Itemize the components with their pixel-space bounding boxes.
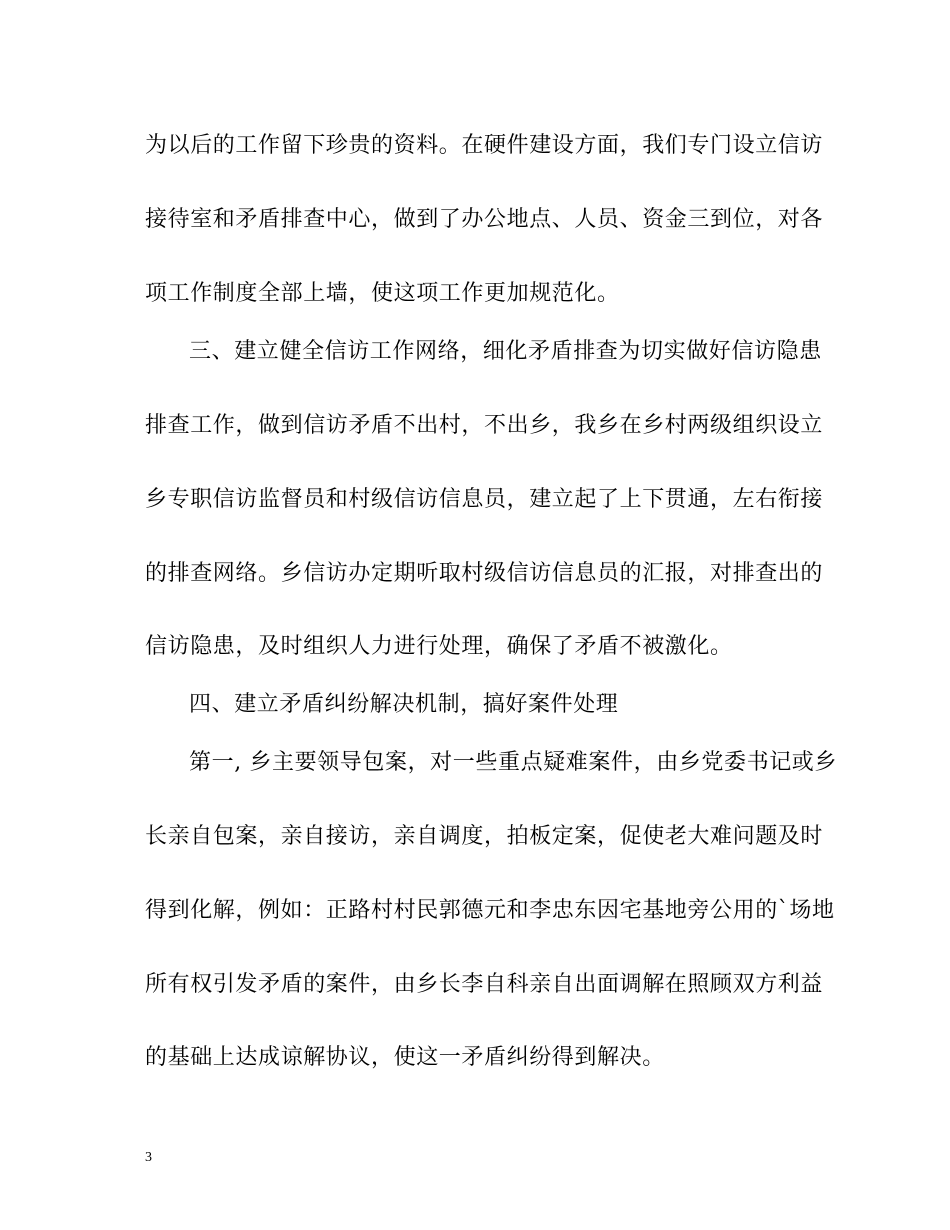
body-text-line: 长亲自包案，亲自接访，亲自调度，拍板定案，促使老大难问题及时 bbox=[145, 824, 824, 849]
page-number: 3 bbox=[145, 1150, 152, 1165]
body-text-line: 乡专职信访监督员和村级信访信息员，建立起了上下贯通，左右衔接 bbox=[145, 487, 824, 512]
body-text-line: 信访隐患，及时组织人力进行处理，确保了矛盾不被激化。 bbox=[145, 634, 733, 659]
body-text-line: 的排查网络。乡信访办定期听取村级信访信息员的汇报，对排查出的 bbox=[145, 561, 824, 586]
body-text-line: 的基础上达成谅解协议，使这一矛盾纠纷得到解决。 bbox=[145, 1045, 665, 1070]
body-text-line: 项工作制度全部上墙，使这项工作更加规范化。 bbox=[145, 281, 620, 306]
body-text-line: 接待室和矛盾排查中心，做到了办公地点、人员、资金三到位，对各 bbox=[145, 207, 824, 232]
body-text-line: 得到化解，例如：正路村村民郭德元和李忠东因宅基地旁公用的`场地 bbox=[145, 898, 835, 923]
body-text-line: 排查工作，做到信访矛盾不出村，不出乡，我乡在乡村两级组织设立 bbox=[145, 413, 824, 438]
body-text-line: 所有权引发矛盾的案件，由乡长李自科亲自出面调解在照顾双方利益 bbox=[145, 972, 824, 997]
paragraph-start-line: 第一, 乡主要领导包案，对一些重点疑难案件，由乡党委书记或乡 bbox=[189, 750, 837, 775]
body-text-line: 为以后的工作留下珍贵的资料。在硬件建设方面，我们专门设立信访 bbox=[145, 133, 824, 158]
section-heading-line: 三、建立健全信访工作网络，细化矛盾排查为切实做好信访隐患 bbox=[189, 339, 822, 364]
section-heading-line: 四、建立矛盾纠纷解决机制，搞好案件处理 bbox=[189, 692, 619, 717]
